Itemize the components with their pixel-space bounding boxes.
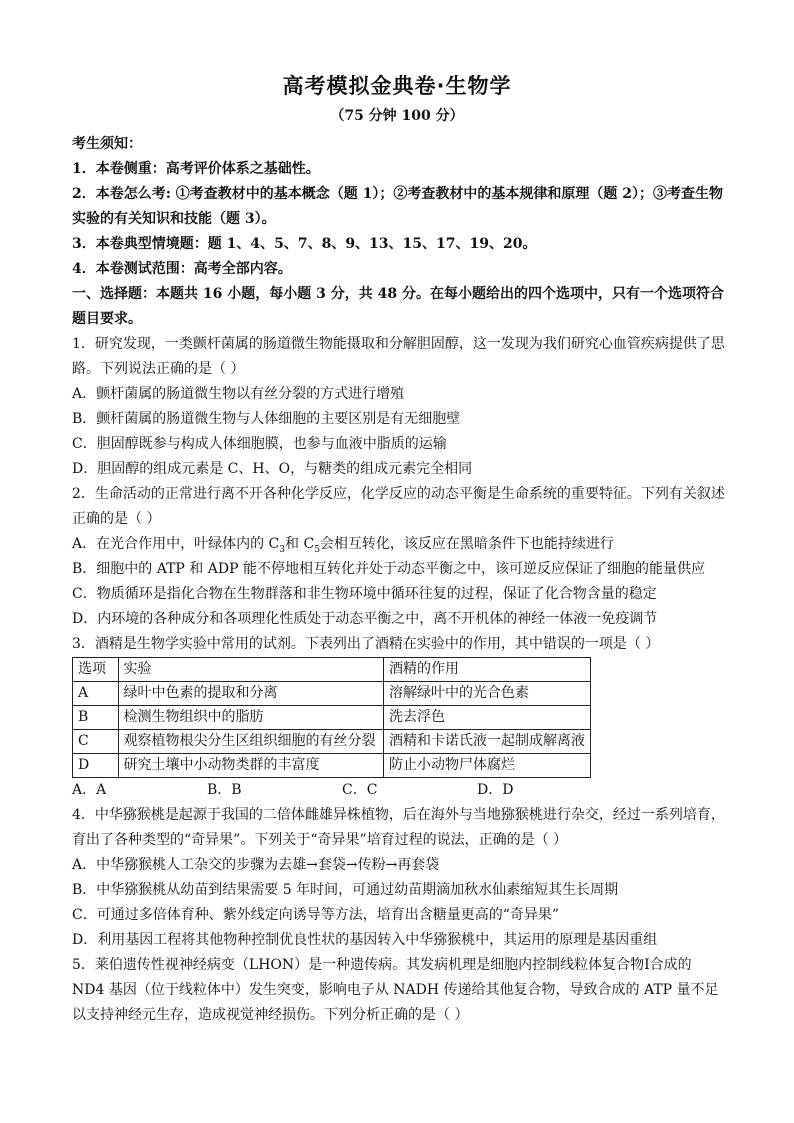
table-cell: 检测生物组织中的脂肪 xyxy=(118,706,383,730)
question-stem: 3．酒精是生物学实验中常用的试剂。下表列出了酒精在实验中的作用，其中错误的一项是（ ） xyxy=(72,636,660,652)
option-b: B．中华猕猴桃从幼苗到结果需要 5 年时间，可通过幼苗期滴加秋水仙素缩短其生长周期 xyxy=(72,882,619,898)
exam-notes xyxy=(72,132,728,282)
option-d: D．利用基因工程将其他物种控制优良性状的基因转入中华猕猴桃中，其运用的原理是基因重组 xyxy=(72,932,658,948)
table-row xyxy=(73,730,591,754)
table-header: 选项 xyxy=(73,658,119,682)
question-stem: 4．中华猕猴桃是起源于我国的二倍体雌雄异株植物，后在海外与当地猕猴桃进行杂交，经过一系列培育，育出了各种类型的“奇异果”。下列关于“奇异果”培育过程的说法，正确的是（ ） xyxy=(72,807,725,848)
table-cell: 防止小动物尸体腐烂 xyxy=(384,754,591,778)
table-cell: C xyxy=(73,730,119,754)
table-cell: 研究土壤中小动物类群的丰富度 xyxy=(118,754,383,778)
table-cell: 观察植物根尖分生区组织细胞的有丝分裂 xyxy=(118,730,383,754)
answer-options xyxy=(72,778,612,803)
option-c: C．C xyxy=(342,782,378,798)
note-item: 2．本卷怎么考: ①考查教材中的基本概念（题 1）；②考查教材中的基本规律和原理（题 2）；③考查生物实验的有关知识和技能（题 3）。 xyxy=(72,186,724,227)
question-3 xyxy=(72,632,728,803)
option-a-text-2: 和 C xyxy=(285,536,315,552)
table-cell: 酒精和卡诺氏液一起制成解离液 xyxy=(384,730,591,754)
table-cell: B xyxy=(73,706,119,730)
table-cell: D xyxy=(73,754,119,778)
subscript: 3 xyxy=(279,544,286,555)
question-stem: 2．生命活动的正常进行离不开各种化学反应，化学反应的动态平衡是生命系统的重要特征。下列有关叙述正确的是（ ） xyxy=(72,486,725,527)
table-cell: A xyxy=(73,682,119,706)
note-item: 4．本卷测试范围：高考全部内容。 xyxy=(72,261,292,277)
question-4 xyxy=(72,803,728,953)
note-item: 3．本卷典型情境题：题 1、4、5、7、8、9、13、15、17、19、20。 xyxy=(72,236,537,252)
page-subtitle: （75 分钟 100 分） xyxy=(330,108,464,124)
option-a: A．A xyxy=(72,782,107,798)
option-c: C．可通过多倍体育种、紫外线定向诱导等方法，培育出含糖量更高的“奇异果” xyxy=(72,907,560,923)
question-5 xyxy=(72,953,728,1028)
table-row xyxy=(73,706,591,730)
exam-content xyxy=(72,132,728,1028)
table-cell: 溶解绿叶中的光合色素 xyxy=(384,682,591,706)
option-b: B．细胞中的 ATP 和 ADP 能不停地相互转化并处于动态平衡之中，该可逆反应保证了细胞的能量供应 xyxy=(72,561,705,577)
table-row xyxy=(73,682,591,706)
question-stem: 5．莱伯遗传性视神经病变（LHON）是一种遗传病。其发病机理是细胞内控制线粒体复合物Ⅰ合成的 ND4 基因（位于线粒体中）发生突变，影响电子从 NADH 传递给其他复合物，导致合成的 ATP 量不足以支持神经元生存，造成视觉神经损伤。下列分析正确的是（ ） xyxy=(72,957,719,1023)
option-a-text-1: A．在光合作用中，叶绿体内的 C xyxy=(72,536,280,552)
option-d: D．内环境的各种成分和各项理化性质处于动态平衡之中，离不开机体的神经一体液一免疫调节 xyxy=(72,611,658,627)
table-header-row xyxy=(73,658,591,682)
question-2 xyxy=(72,482,728,632)
option-a-text-3: 会相互转化，该反应在黑暗条件下也能持续进行 xyxy=(319,536,614,552)
question-1 xyxy=(72,332,728,482)
option-d: D．D xyxy=(477,782,514,798)
option-b: B．颤杆菌属的肠道微生物与人体细胞的主要区别是有无细胞壁 xyxy=(72,411,461,427)
table-row xyxy=(73,754,591,778)
option-a: A．颤杆菌属的肠道微生物以有丝分裂的方式进行增殖 xyxy=(72,386,405,402)
notes-heading: 考生须知： xyxy=(72,136,142,152)
table-header: 实验 xyxy=(118,658,383,682)
page-title: 高考模拟金典卷·生物学 xyxy=(282,74,512,98)
option-a: A．中华猕猴桃人工杂交的步骤为去雄→套袋→传粉→再套袋 xyxy=(72,857,440,873)
section-heading: 一、选择题：本题共 16 小题，每小题 3 分，共 48 分。在每小题给出的四个选项中，只有一个选项符合题目要求。 xyxy=(72,286,724,327)
option-a xyxy=(72,532,728,557)
question-stem: 1．研究发现，一类颤杆菌属的肠道微生物能摄取和分解胆固醇，这一发现为我们研究心血管疾病提供了思路。下列说法正确的是（ ） xyxy=(72,336,725,377)
note-item: 1．本卷侧重：高考评价体系之基础性。 xyxy=(72,161,320,177)
option-c: C．物质循环是指化合物在生物群落和非生物环境中循环往复的过程，保证了化合物含量的稳定 xyxy=(72,586,657,602)
subscript: 5 xyxy=(314,544,320,555)
table-cell: 绿叶中色素的提取和分离 xyxy=(118,682,383,706)
option-b: B．B xyxy=(207,782,242,798)
option-d: D．胆固醇的组成元素是 C、H、O，与糖类的组成元素完全相同 xyxy=(72,461,473,477)
option-c: C．胆固醇既参与构成人体细胞膜，也参与血液中脂质的运输 xyxy=(72,436,447,452)
ethanol-table xyxy=(72,657,591,778)
table-cell: 洗去浮色 xyxy=(384,706,591,730)
table-header: 酒精的作用 xyxy=(384,658,591,682)
